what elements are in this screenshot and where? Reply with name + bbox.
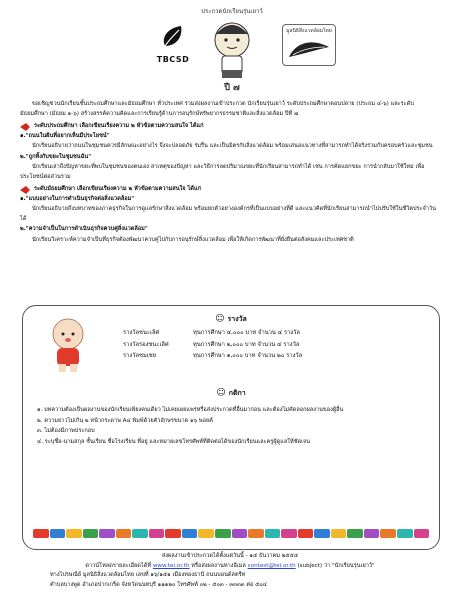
toy-car-icon (298, 529, 314, 538)
prize-category: รางวัลชมเชย (123, 353, 157, 359)
prize-table (123, 328, 393, 363)
primary-topic-2-text: นักเรียนเล่าถึงปัญหาขยะที่พบในชุมชนของตนเอง สาเหตุของปัญหา และวิธีการลดปริมาณขยะที่นักเรียนสามารถทำได้ เช่น การคัดแยกขยะ การนำกลับมาใช้ใหม่ เพื่อประโยชน์ต่อส่วนรวม (20, 164, 425, 180)
prize-title (23, 314, 439, 325)
rule-item: ๓. ไม่ต้องมีภาพประกอบ (37, 428, 95, 434)
rule-item: ๒. ความยาวไม่เกิน ๒ หน้ากระดาษ A๔ พิมพ์ด้วยตัวอักษรขนาด ๑๖ พอยต์ (37, 417, 213, 424)
rules-title-text: กติกา (228, 389, 246, 397)
rule-item: ๔. ระบุชื่อ-นามสกุล ชั้นเรียน ชื่อโรงเรียน ที่อยู่ และหมายเลขโทรศัพท์ที่ติดต่อได้ของนักเรียนและครูผู้ดูแลให้ชัดเจน (37, 438, 311, 445)
footer (20, 552, 440, 590)
toy-car-icon (347, 529, 363, 538)
intro-paragraph: ขอเชิญชวนนักเรียนชั้นประถมศึกษาและมัธยมศึกษา ทั่วประเทศ ร่วมส่งผลงานเข้าประกวด นักเรียนรุ่นเยาว์ ระดับประถมศึกษาตอนปลาย (ประถม ๔-๖) และระดับมัธยมศึกษา (มัธยม ๑-๖) สร้างสรรค์ความคิดและการเรียนรู้ด้านการอนุรักษ์ทรัพยากรธรรมชาติและสิ่งแวดล้อม ปีที่ ๗ (20, 101, 414, 117)
address-line-1: ทางไปรษณีย์ มูลนิธิสิ่งแวดล้อมไทย เลขที่ ๑๖/๑๕๑ เมืองทองธานี ถนนบอนด์สตรีท (50, 572, 246, 578)
toy-car-icon (66, 529, 82, 538)
toy-car-icon (165, 529, 181, 538)
prize-row (123, 340, 393, 352)
secondary-topic-1-title: ๑."แบบอย่างในการดำเนินธุรกิจต่อสิ่งแวดล้อม" (20, 195, 135, 202)
rules-list (37, 406, 427, 448)
mascot-logo (196, 6, 268, 96)
prize-title-text: รางวัล (227, 315, 247, 323)
email-link[interactable]: contest@tei.or.th (247, 562, 296, 569)
section-primary-heading-text: ระดับประถมศึกษา เลือกเขียนเรียงความ ๒ หัวข้อตามความสนใจ ได้แก่ (34, 123, 204, 129)
toy-car-icon (33, 529, 49, 538)
toy-car-icon (83, 529, 99, 538)
toy-car-icon (314, 529, 330, 538)
website-link[interactable]: www.tei.or.th (152, 562, 190, 569)
year-label: ปี ๗ (224, 83, 240, 93)
rule-item: ๑. บทความต้องเป็นผลงานของนักเรียนเพียงคนเดียว ไม่เคยเผยแพร่หรือส่งประกวดที่อื่นมาก่อน และต้องไม่คัดลอกผลงานของผู้อื่น (37, 407, 344, 413)
red-bullet-icon (20, 123, 30, 131)
toy-car-icon (232, 529, 248, 538)
mascot-arc-text: ประกวดนักเรียนรุ่นเยาว์ (201, 8, 263, 15)
toy-car-icon (182, 529, 198, 538)
toy-car-icon (215, 529, 231, 538)
email-prefix: หรือส่งผลงานทางอีเมล (191, 562, 246, 569)
primary-topic-1-title: ๑."ถนนในฝันที่อยากเห็นมีประโยชน์" (20, 132, 110, 139)
secondary-topic-2-text: นักเรียนวิเคราะห์ความจำเป็นที่ธุรกิจต้องพัฒนาควบคู่ไปกับการอนุรักษ์สิ่งแวดล้อม เพื่อให้เกิดการพัฒนาที่ยั่งยืนต่อสังคมและประเทศชาติ (32, 236, 354, 243)
contact-line (20, 562, 440, 572)
announcement-body (20, 100, 440, 246)
toy-car-icon (281, 529, 297, 538)
toy-car-icon (364, 529, 380, 538)
deadline-text: ส่งผลงานเข้าประกวดได้ตั้งแต่วันนี้ - ๑๕ ธันวาคม ๒๕๕๕ (161, 553, 299, 559)
address-line-2: ตำบลบางพูด อำเภอปากเกร็ด จังหวัดนนทบุรี ๑๑๑๒๐ โทรศัพท์ ๐๒ - ๕๐๓ - ๓๓๓๓ ต่อ ๕๐๔ (50, 581, 268, 588)
toy-car-strip (33, 528, 429, 540)
toy-car-icon (414, 529, 430, 538)
secondary-topic-2-title: ๒."ความจำเป็นในการดำเนินธุรกิจควบคู่สิ่งแวดล้อม" (20, 226, 148, 232)
smiley-icon: ☺ (215, 314, 225, 324)
section-secondary-heading (20, 185, 440, 195)
toy-car-icon (265, 529, 281, 538)
toy-car-icon (198, 529, 214, 538)
toy-car-icon (331, 529, 347, 538)
primary-topic-1-text: นักเรียนอธิบายว่าถนนในชุมชนควรมีลักษณะอย่างไร จึงจะปลอดภัย ร่มรื่น และเป็นมิตรกับสิ่งแวดล้อม พร้อมเสนอแนวทางที่สามารถทำได้จริงร่วมกับครอบครัวและชุมชน (32, 143, 433, 149)
toy-car-icon (132, 529, 148, 538)
prize-row (123, 328, 393, 340)
section-secondary-heading-text: ระดับมัธยมศึกษา เลือกเขียนเรียงความ ๒ หัวข้อตามความสนใจ ได้แก่ (34, 186, 201, 192)
prize-box (22, 305, 440, 550)
email-suffix: (subject) ว่า "นักเรียนรุ่นเยาว์" (297, 562, 375, 569)
tbcsd-logo (150, 24, 196, 64)
student-mascot-icon (196, 10, 268, 84)
leaf-emblem-icon (159, 24, 187, 50)
foundation-logo (282, 24, 336, 66)
toy-car-icon (248, 529, 264, 538)
prize-category: รางวัลรองชนะเลิศ (123, 341, 169, 348)
toy-car-icon (50, 529, 66, 538)
secondary-topic-1-text: นักเรียนอธิบายถึงบทบาทของภาคธุรกิจในการดูแลรักษาสิ่งแวดล้อม พร้อมยกตัวอย่างองค์กรที่เป็นแบบอย่างที่ดี และแนวคิดที่นักเรียนสามารถนำไปปรับใช้ในชีวิตประจำวันได้ (20, 206, 436, 222)
red-bullet-icon (20, 186, 30, 194)
prize-row (123, 351, 393, 363)
toy-car-icon (380, 529, 396, 538)
website-prefix: ดาวน์โหลดรายละเอียดได้ที่ (85, 562, 152, 569)
toy-car-icon (149, 529, 165, 538)
primary-topic-2-title: ๒."ถูกทิ้งกับขยะในชุมชนฉัน" (20, 153, 92, 160)
rules-title (23, 388, 439, 399)
tbcsd-logo-text: TBCSD (156, 55, 190, 64)
prize-detail: ทุนการศึกษา ๔,๐๐๐ บาท จำนวน ๔ รางวัล (193, 330, 300, 336)
toy-car-icon (99, 529, 115, 538)
smiley-icon: ☺ (216, 388, 226, 398)
tree-icon (283, 33, 335, 63)
prize-detail: ทุนการศึกษา ๒,๐๐๐ บาท จำนวน ๔ รางวัล (193, 341, 300, 348)
section-primary-heading (20, 122, 440, 132)
header (0, 0, 460, 100)
toy-car-icon (397, 529, 413, 538)
prize-detail: ทุนการศึกษา ๑,๐๐๐ บาท จำนวน ๒๐ รางวัล (193, 353, 303, 359)
toy-car-icon (116, 529, 132, 538)
prize-category: รางวัลชนะเลิศ (123, 330, 160, 336)
foundation-logo-text: มูลนิธิสิ่งแวดล้อมไทย (286, 28, 332, 34)
